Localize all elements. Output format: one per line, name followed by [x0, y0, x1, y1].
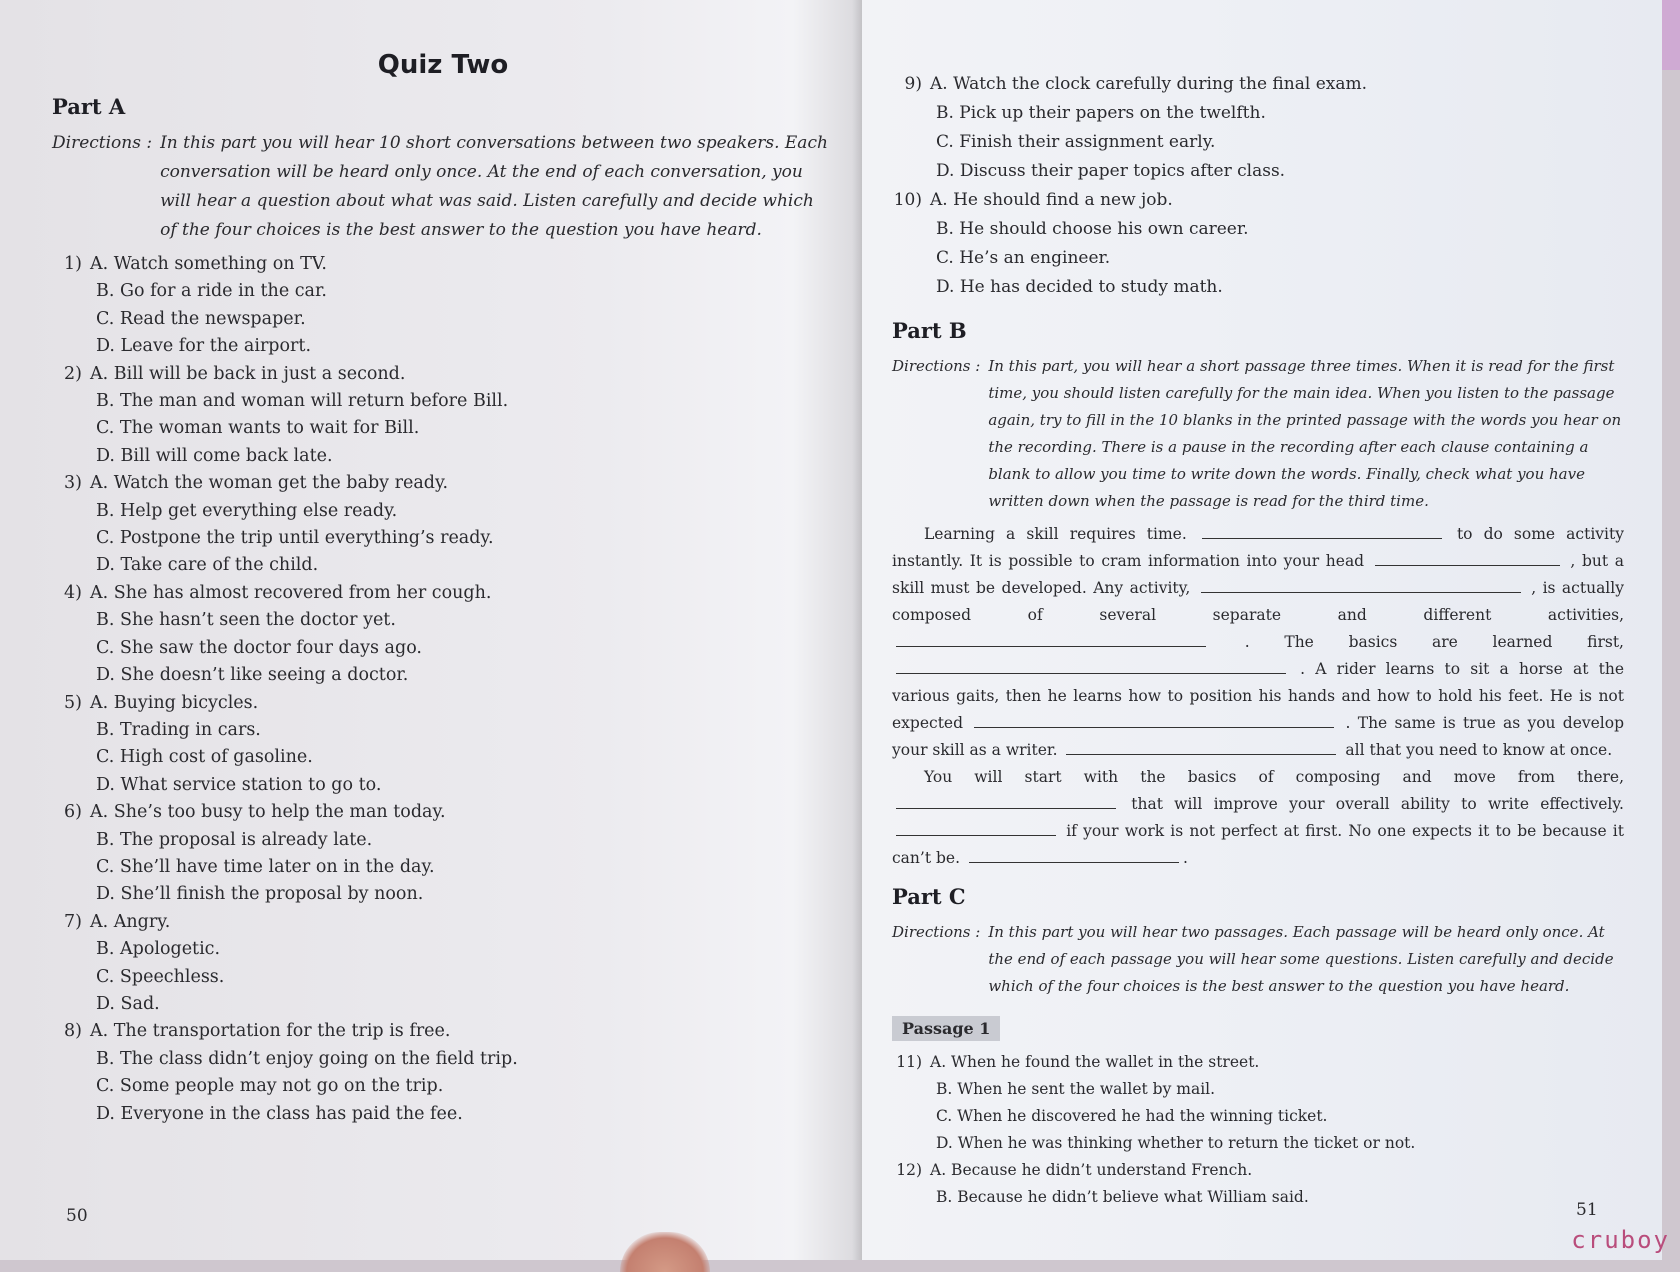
option-text: D. When he was thinking whether to return the ticket or not.	[936, 1134, 1416, 1152]
question-item	[892, 186, 1624, 302]
question-number: 11)	[896, 1053, 922, 1071]
option-text: B. Because he didn’t believe what William said.	[936, 1188, 1309, 1206]
option-text: C. When he discovered he had the winning ticket.	[936, 1107, 1328, 1125]
question-item	[892, 1049, 1624, 1157]
question-number	[892, 157, 930, 186]
question-number	[892, 1103, 930, 1130]
cloze-passage	[892, 521, 1624, 872]
question-number	[52, 881, 90, 908]
option-text: C. She’ll have time later on in the day.	[96, 856, 435, 877]
answer-option[interactable]	[52, 635, 834, 662]
question-number	[892, 215, 930, 244]
question-item	[52, 251, 834, 361]
question-number	[892, 244, 930, 273]
blank-1[interactable]	[1202, 537, 1442, 539]
blank-6[interactable]	[974, 726, 1334, 728]
answer-option[interactable]	[892, 70, 1624, 99]
part-a-directions	[52, 129, 834, 245]
question-item	[52, 580, 834, 690]
question-number	[52, 1046, 90, 1073]
answer-option[interactable]	[892, 1103, 1624, 1130]
question-number	[52, 525, 90, 552]
passage-text: . A rider learns to sit a horse at the various gaits, then he learns how to position his hands and how to hold his feet. He is not expected	[892, 660, 1624, 732]
option-text: D. Leave for the airport.	[96, 336, 312, 357]
question-number: 7)	[64, 911, 82, 932]
page-number-left: 50	[66, 1206, 88, 1226]
answer-option[interactable]	[52, 744, 834, 771]
question-number	[52, 936, 90, 963]
option-text: A. Watch the woman get the baby ready.	[90, 473, 449, 494]
answer-option[interactable]	[892, 128, 1624, 157]
answer-option[interactable]	[52, 827, 834, 854]
option-text: A. Buying bicycles.	[90, 692, 259, 713]
part-b-directions	[892, 353, 1624, 515]
answer-option[interactable]	[52, 964, 834, 991]
option-text: B. Apologetic.	[96, 939, 221, 960]
question-number: 8)	[64, 1021, 82, 1042]
option-text: A. The transportation for the trip is free.	[90, 1021, 451, 1042]
option-text: B. Pick up their papers on the twelfth.	[936, 103, 1266, 123]
question-number	[892, 99, 930, 128]
question-number	[52, 306, 90, 333]
passage-text: . The basics are learned first,	[1244, 633, 1624, 651]
quiz-title: Quiz Two	[377, 50, 509, 80]
option-text: C. The woman wants to wait for Bill.	[96, 418, 420, 439]
blank-5[interactable]	[896, 672, 1286, 674]
question-item	[52, 1018, 834, 1128]
question-number	[52, 498, 90, 525]
blank-9[interactable]	[896, 834, 1056, 836]
part-a-heading: Part A	[52, 94, 126, 119]
question-item	[52, 361, 834, 471]
option-text: A. Because he didn’t understand French.	[930, 1161, 1253, 1179]
answer-option[interactable]	[892, 99, 1624, 128]
answer-option[interactable]	[892, 244, 1624, 273]
question-number	[52, 991, 90, 1018]
option-text: C. Read the newspaper.	[96, 308, 306, 329]
answer-option[interactable]	[892, 186, 1624, 215]
passage-text: that will improve your overall ability to write effectively.	[1131, 795, 1624, 813]
option-text: C. He’s an engineer.	[936, 248, 1111, 268]
blank-4[interactable]	[896, 645, 1206, 647]
answer-option[interactable]	[52, 470, 834, 497]
option-text: B. Go for a ride in the car.	[96, 281, 327, 302]
question-item	[52, 690, 834, 800]
part-c-question-list	[892, 1049, 1624, 1211]
answer-option[interactable]	[52, 717, 834, 744]
directions-text: In this part you will hear 10 short conversations between two speakers. Each conversation will be heard only once. At the end of each conversation, you will hear a question about what was said. Listen carefully and decide which of the four choices is the best answer to the question you have heard.	[160, 133, 828, 240]
question-item	[892, 1157, 1624, 1211]
option-text: B. When he sent the wallet by mail.	[936, 1080, 1216, 1098]
answer-option[interactable]	[52, 333, 834, 360]
question-number	[52, 415, 90, 442]
directions-label: Directions :	[892, 357, 981, 375]
passage-text: to do some activity instantly. It is possible to cram information into your head	[892, 525, 1624, 570]
answer-option[interactable]	[52, 909, 834, 936]
answer-option[interactable]	[52, 415, 834, 442]
question-number	[52, 1073, 90, 1100]
directions-label: Directions :	[52, 133, 153, 153]
question-number: 2)	[64, 363, 82, 384]
passage-text: .	[1182, 849, 1188, 867]
option-text: D. She doesn’t like seeing a doctor.	[96, 665, 409, 686]
page-number-right: 51	[1576, 1200, 1598, 1220]
question-number	[52, 772, 90, 799]
answer-option[interactable]	[52, 991, 834, 1018]
answer-option[interactable]	[52, 936, 834, 963]
answer-option[interactable]	[52, 251, 834, 278]
question-number	[52, 552, 90, 579]
answer-option[interactable]	[52, 306, 834, 333]
option-text: B. He should choose his own career.	[936, 219, 1249, 239]
option-text: A. She has almost recovered from her cough.	[90, 582, 492, 603]
answer-option[interactable]	[52, 361, 834, 388]
answer-option[interactable]	[52, 443, 834, 470]
passage-text: , but a skill must be developed. Any activity,	[892, 552, 1625, 597]
blank-8[interactable]	[896, 807, 1116, 809]
question-number: 5)	[64, 692, 82, 713]
directions-label: Directions :	[892, 923, 981, 941]
answer-option[interactable]	[52, 388, 834, 415]
passage-text: if your work is not perfect at first. No one expects it to be because it can’t be.	[892, 822, 1624, 867]
question-item	[52, 799, 834, 909]
answer-option[interactable]	[52, 1018, 834, 1045]
option-text: A. Watch the clock carefully during the final exam.	[930, 74, 1367, 94]
question-number	[892, 128, 930, 157]
question-item	[892, 70, 1624, 186]
option-text: A. He should find a new job.	[930, 190, 1173, 210]
option-text: C. Some people may not go on the trip.	[96, 1076, 444, 1097]
part-a-question-list-continued	[892, 70, 1624, 302]
option-text: B. The proposal is already late.	[96, 829, 373, 850]
question-number	[52, 717, 90, 744]
question-number	[892, 1130, 930, 1157]
option-text: B. The man and woman will return before Bill.	[96, 391, 509, 412]
option-text: A. Bill will be back in just a second.	[90, 363, 406, 384]
answer-option[interactable]	[52, 607, 834, 634]
question-number	[892, 1076, 930, 1103]
question-number: 1)	[64, 254, 82, 274]
option-text: A. Angry.	[90, 911, 171, 932]
question-number	[52, 635, 90, 662]
question-number	[52, 333, 90, 360]
option-text: B. She hasn’t seen the doctor yet.	[96, 610, 396, 631]
option-text: D. Take care of the child.	[96, 555, 319, 576]
directions-text: In this part, you will hear a short passage three times. When it is read for the first time, you should listen carefully for the main idea. When you listen to the passage again, try to fill in the 10 blanks in the printed passage with the words you hear on the recording. There is a pause in the recording after each clause containing a blank to allow you time to write down the words. Finally, check what you have written down when the passage is read for the third time.	[988, 357, 1622, 510]
option-text: A. Watch something on TV.	[90, 254, 327, 274]
question-number	[52, 1101, 90, 1128]
answer-option[interactable]	[52, 552, 834, 579]
question-number: 6)	[64, 802, 82, 823]
question-item	[52, 470, 834, 580]
question-number	[52, 443, 90, 470]
answer-option[interactable]	[892, 1184, 1624, 1211]
option-text: A. When he found the wallet in the street.	[930, 1053, 1260, 1071]
option-text: D. Discuss their paper topics after class.	[936, 161, 1286, 181]
question-number	[892, 1184, 930, 1211]
part-c-directions	[892, 919, 1624, 1000]
directions-text: In this part you will hear two passages. Each passage will be heard only once. At the end of each passage you will hear some questions. Listen carefully and decide which of the four choices is the best answer to the question you have heard.	[988, 923, 1614, 995]
question-number: 10)	[893, 190, 922, 210]
blank-3[interactable]	[1201, 591, 1521, 593]
answer-option[interactable]	[52, 1073, 834, 1100]
blank-2[interactable]	[1375, 564, 1560, 566]
option-text: C. Finish their assignment early.	[936, 132, 1216, 152]
question-number	[52, 854, 90, 881]
answer-option[interactable]	[892, 1049, 1624, 1076]
answer-option[interactable]	[52, 1101, 834, 1128]
answer-option[interactable]	[52, 799, 834, 826]
answer-option[interactable]	[52, 498, 834, 525]
answer-option[interactable]	[892, 273, 1624, 302]
answer-option[interactable]	[52, 525, 834, 552]
answer-option[interactable]	[892, 1157, 1624, 1184]
question-number: 3)	[64, 473, 82, 494]
option-text: B. Trading in cars.	[96, 719, 261, 740]
passage-text: . The same is true as you develop your skill as a writer.	[892, 714, 1625, 759]
option-text: D. Everyone in the class has paid the fee.	[96, 1103, 463, 1124]
option-text: C. Speechless.	[96, 966, 225, 987]
question-number	[52, 964, 90, 991]
option-text: B. The class didn’t enjoy going on the field trip.	[96, 1048, 518, 1069]
question-number	[52, 278, 90, 305]
option-text: C. High cost of gasoline.	[96, 747, 313, 768]
answer-option[interactable]	[892, 157, 1624, 186]
question-number	[52, 607, 90, 634]
answer-option[interactable]	[52, 1046, 834, 1073]
option-text: D. He has decided to study math.	[936, 277, 1223, 297]
answer-option[interactable]	[52, 854, 834, 881]
answer-option[interactable]	[52, 690, 834, 717]
answer-option[interactable]	[52, 772, 834, 799]
right-page	[862, 0, 1662, 1260]
question-number	[52, 827, 90, 854]
part-a-question-list	[52, 251, 834, 1128]
answer-option[interactable]	[52, 662, 834, 689]
answer-option[interactable]	[52, 881, 834, 908]
option-text: D. Sad.	[96, 993, 160, 1014]
answer-option[interactable]	[52, 580, 834, 607]
passage-text: Learning a skill requires time.	[924, 525, 1187, 543]
passage-text: , is actually composed of several separate and different activities,	[892, 579, 1624, 624]
passage-text: You will start with the basics of composing and move from there,	[924, 768, 1624, 786]
option-text: D. Bill will come back late.	[96, 445, 333, 466]
question-item	[52, 909, 834, 1019]
option-text: D. What service station to go to.	[96, 774, 382, 795]
blank-7[interactable]	[1066, 753, 1336, 755]
question-number: 4)	[64, 582, 82, 603]
option-text: A. She’s too busy to help the man today.	[90, 802, 446, 823]
question-number	[52, 388, 90, 415]
question-number	[52, 662, 90, 689]
option-text: C. She saw the doctor four days ago.	[96, 637, 422, 658]
passage-1-tag: Passage 1	[892, 1016, 1000, 1041]
option-text: B. Help get everything else ready.	[96, 500, 398, 521]
answer-option[interactable]	[52, 278, 834, 305]
answer-option[interactable]	[892, 1130, 1624, 1157]
option-text: C. Postpone the trip until everything’s ready.	[96, 528, 494, 549]
option-text: D. She’ll finish the proposal by noon.	[96, 884, 424, 905]
question-number	[52, 744, 90, 771]
question-number	[892, 273, 930, 302]
watermark: cruboy	[1571, 1226, 1670, 1254]
answer-option[interactable]	[892, 1076, 1624, 1103]
blank-10[interactable]	[969, 861, 1179, 863]
part-c-heading: Part C	[892, 884, 966, 909]
part-b-heading: Part B	[892, 318, 967, 343]
question-number: 9)	[904, 74, 922, 94]
passage-text: all that you need to know at once.	[1345, 741, 1613, 759]
question-number: 12)	[896, 1161, 922, 1179]
answer-option[interactable]	[892, 215, 1624, 244]
